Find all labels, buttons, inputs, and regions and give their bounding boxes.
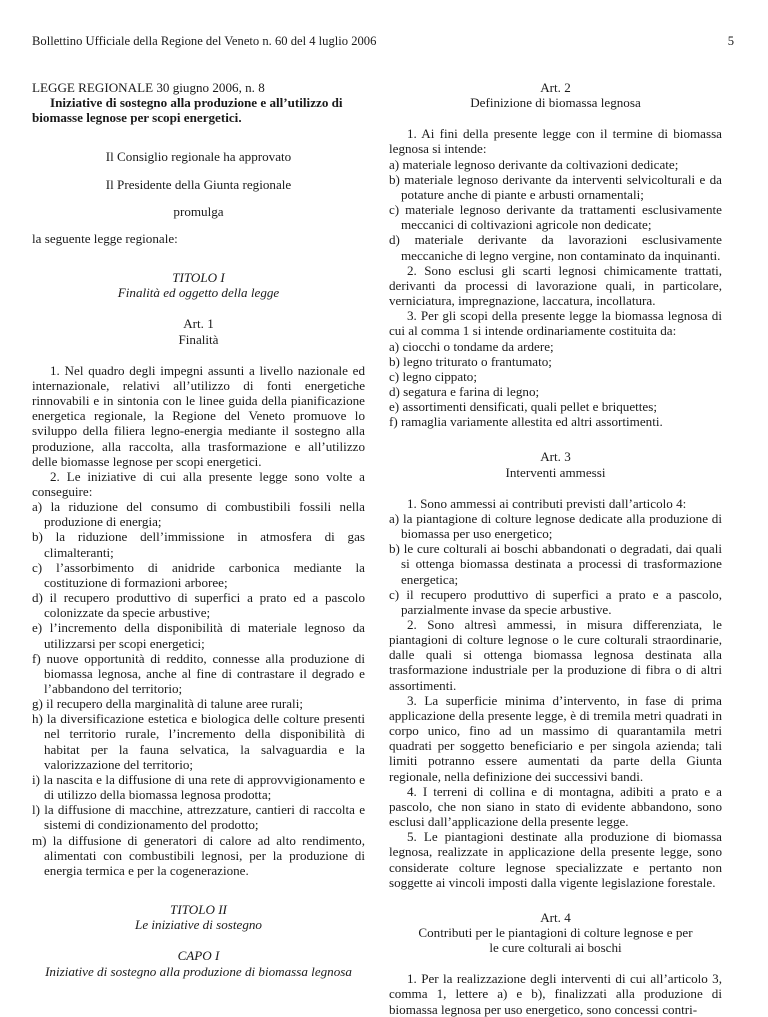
law-subtitle-line-1: Iniziative di sostegno alla produzione e all’utilizzo di — [50, 95, 343, 111]
art-1-item: b) la riduzione dell’immissione in atmosfera di gas climalteranti; — [32, 529, 365, 560]
art-4-title-line-1: Contributi per le piantagioni di colture legnose e per — [418, 924, 693, 940]
art-2-item: b) materiale legnoso derivante da interventi selvicolturali e da potature anche di piante e arbusti ornamentali; — [389, 171, 722, 202]
right-column — [389, 80, 722, 1017]
capo-1-subheading: Iniziative di sostegno alla produzione di biomassa legnosa — [45, 963, 352, 979]
titolo-2-heading: TITOLO II — [170, 902, 227, 918]
art-2-item: b) legno triturato o frantumato; — [389, 353, 552, 369]
art-3-item: a) la piantagione di colture legnose dedicate alla produzione di biomassa per uso energetico; — [389, 510, 722, 542]
art-4-title-line-2: le cure colturali ai boschi — [489, 940, 622, 956]
titolo-2-subheading: Le iniziative di sostegno — [135, 917, 262, 933]
art-3-paragraph-2: 2. Sono altresì ammessi, in misura differenziata, le piantagioni di colture legnose o le cure colturali straordinarie, dalle quali si ottenga biomassa legnosa destinata alla trasformazione industriale per la produzione di fibra o di altri assortimenti. — [389, 617, 722, 693]
art-3-paragraph-5: 5. Le piantagioni destinate alla produzione di biomassa legnosa, realizzate in applicazione della presente legge, sono considerate colture legnose specializzate e pertanto non soggette ai vincoli imposti dalla vigente legislazione forestale. — [389, 829, 722, 890]
capo-1-heading: CAPO I — [177, 948, 220, 964]
art-1-item: g) il recupero della marginalità di talune aree rurali; — [32, 696, 303, 712]
art-1-paragraph-2: 2. Le iniziative di cui alla presente legge sono volte a conseguire: — [32, 468, 365, 499]
art-1-item: d) il recupero produttivo di superfici a prato ed a pascolo colonizzate da specie arbustive; — [32, 590, 365, 621]
art-3-title: Interventi ammessi — [505, 464, 606, 480]
art-1-item: e) l’incremento della disponibilità di materiale legnoso da utilizzarsi per scopi energetici; — [32, 620, 365, 651]
left-column — [32, 80, 365, 979]
art-4-heading: Art. 4 — [540, 909, 571, 925]
art-1-item: i) la nascita e la diffusione di una rete di approvvigionamento e di utilizzo della biomassa legnosa prodotta; — [32, 771, 365, 803]
art-2-paragraph-2: 2. Sono esclusi gli scarti legnosi chimicamente trattati, derivanti da processi di lavorazione quali, in particolare, verniciatura, impregnazione, laccatura, incollatura. — [389, 262, 722, 309]
page-header — [32, 33, 734, 49]
art-2-item: a) ciocchi o tondame da ardere; — [389, 338, 554, 354]
art-1-heading: Art. 1 — [183, 316, 214, 332]
art-2-item: d) segatura e farina di legno; — [389, 383, 540, 399]
art-2-heading: Art. 2 — [540, 80, 571, 95]
art-2-item: c) legno cippato; — [389, 368, 477, 384]
art-3-paragraph-1: 1. Sono ammessi ai contributi previsti dall’articolo 4: — [407, 495, 687, 511]
art-1-item: f) nuove opportunità di reddito, connesse alla produzione di biomassa legnosa, anche al fine di contrastare il degrado e l’abbandono del territorio; — [32, 650, 365, 696]
art-3-paragraph-4: 4. I terreni di collina e di montagna, adibiti a prato e a pascolo, che non siano in stato di evidente abbandono, sono esclusi dall’applicazione della presente legge. — [389, 783, 722, 830]
president-line: Il Presidente della Giunta regionale — [105, 176, 292, 192]
art-2-item: d) materiale derivante da lavorazioni esclusivamente meccaniche di legno vergine, non contaminato da inquinanti. — [389, 232, 722, 263]
following-law-line: la seguente legge regionale: — [32, 230, 178, 246]
art-1-item: a) la riduzione del consumo di combustibili fossili nella produzione di energia; — [32, 499, 365, 530]
art-3-item: b) le cure colturali ai boschi abbandonati o degradati, dai quali si ottenga biomassa destinata a processi di trasformazione energetica; — [389, 541, 722, 587]
art-2-item: e) assortimenti densificati, quali pellet e briquettes; — [389, 399, 657, 415]
art-3-paragraph-3: 3. La superficie minima d’intervento, in fase di prima applicazione della presente legge, è di tremila metri quadrati in corpo unico, fino ad un massimo di quarantamila metri quadrati per soggetto beneficiario e per singola azienda; tali limiti potranno essere aumentati da parte della Giunta regionale, nella definizione dei successivi bandi. — [389, 692, 722, 784]
art-3-item: c) il recupero produttivo di superfici a prato e a pascolo, parzialmente invase da specie arbustive. — [389, 586, 722, 617]
titolo-1-subheading: Finalità ed oggetto della legge — [117, 285, 280, 301]
art-1-item: m) la diffusione di generatori di calore ad alto rendimento, alimentati con combustibili legnosi, per la produzione di energia termica e per la cogenerazione. — [32, 832, 365, 878]
art-1-item: l) la diffusione di macchine, attrezzature, cantieri di raccolta e sistemi di condizionamento del prodotto; — [32, 802, 365, 833]
art-2-item: f) ramaglia variamente allestita ed altri assortimenti. — [389, 414, 663, 430]
council-approval: Il Consiglio regionale ha approvato — [105, 149, 292, 165]
art-4-paragraph-1: 1. Per la realizzazione degli interventi di cui all’articolo 3, comma 1, lettere a) e b), finalizzati alla produzione di biomassa legnosa per uso energetico, sono concessi contri- — [389, 971, 722, 1017]
page-number: 5 — [727, 34, 734, 48]
bulletin-title: Bollettino Ufficiale della Regione del Veneto n. 60 del 4 luglio 2006 — [32, 34, 377, 48]
art-2-item: a) materiale legnoso derivante da coltivazioni dedicate; — [389, 156, 679, 172]
art-1-item: h) la diversificazione estetica e biologica delle colture presenti nel territorio rurale, l’incremento della disponibilità di habitat per la fauna selvatica, la salvaguardia e la valorizzazione del territorio; — [32, 711, 365, 772]
art-1-title: Finalità — [178, 331, 219, 347]
art-1-item: c) l’assorbimento di anidride carbonica mediante la costituzione di formazioni arboree; — [32, 559, 365, 590]
art-3-heading: Art. 3 — [540, 449, 571, 465]
art-2-paragraph-1: 1. Ai fini della presente legge con il termine di biomassa legnosa si intende: — [389, 126, 722, 157]
law-title: LEGGE REGIONALE 30 giugno 2006, n. 8 — [32, 80, 265, 95]
art-2-title: Definizione di biomassa legnosa — [470, 95, 641, 111]
promulga-line: promulga — [173, 203, 224, 219]
art-2-paragraph-3: 3. Per gli scopi della presente legge la biomassa legnosa di cui al comma 1 si intende ordinariamente costituita da: — [389, 308, 722, 339]
titolo-1-heading: TITOLO I — [172, 270, 225, 286]
art-1-paragraph-1: 1. Nel quadro degli impegni assunti a livello nazionale ed internazionale, relativi all’utilizzo di fonti energetiche rinnovabili e in sintonia con le linee guida della pianificazione energetica regionale, la Regione del Veneto promuove lo sviluppo della filiera legno-energia mediante il sostegno alla produzione, alla raccolta, alla trasformazione e all’utilizzo delle biomasse legnose per scopi energetici. — [32, 362, 365, 469]
art-2-item: c) materiale legnoso derivante da trattamenti esclusivamente meccanici di coltivazioni agricole non dedicate; — [389, 202, 722, 233]
law-subtitle-line-2: biomasse legnose per scopi energetici. — [32, 110, 242, 126]
